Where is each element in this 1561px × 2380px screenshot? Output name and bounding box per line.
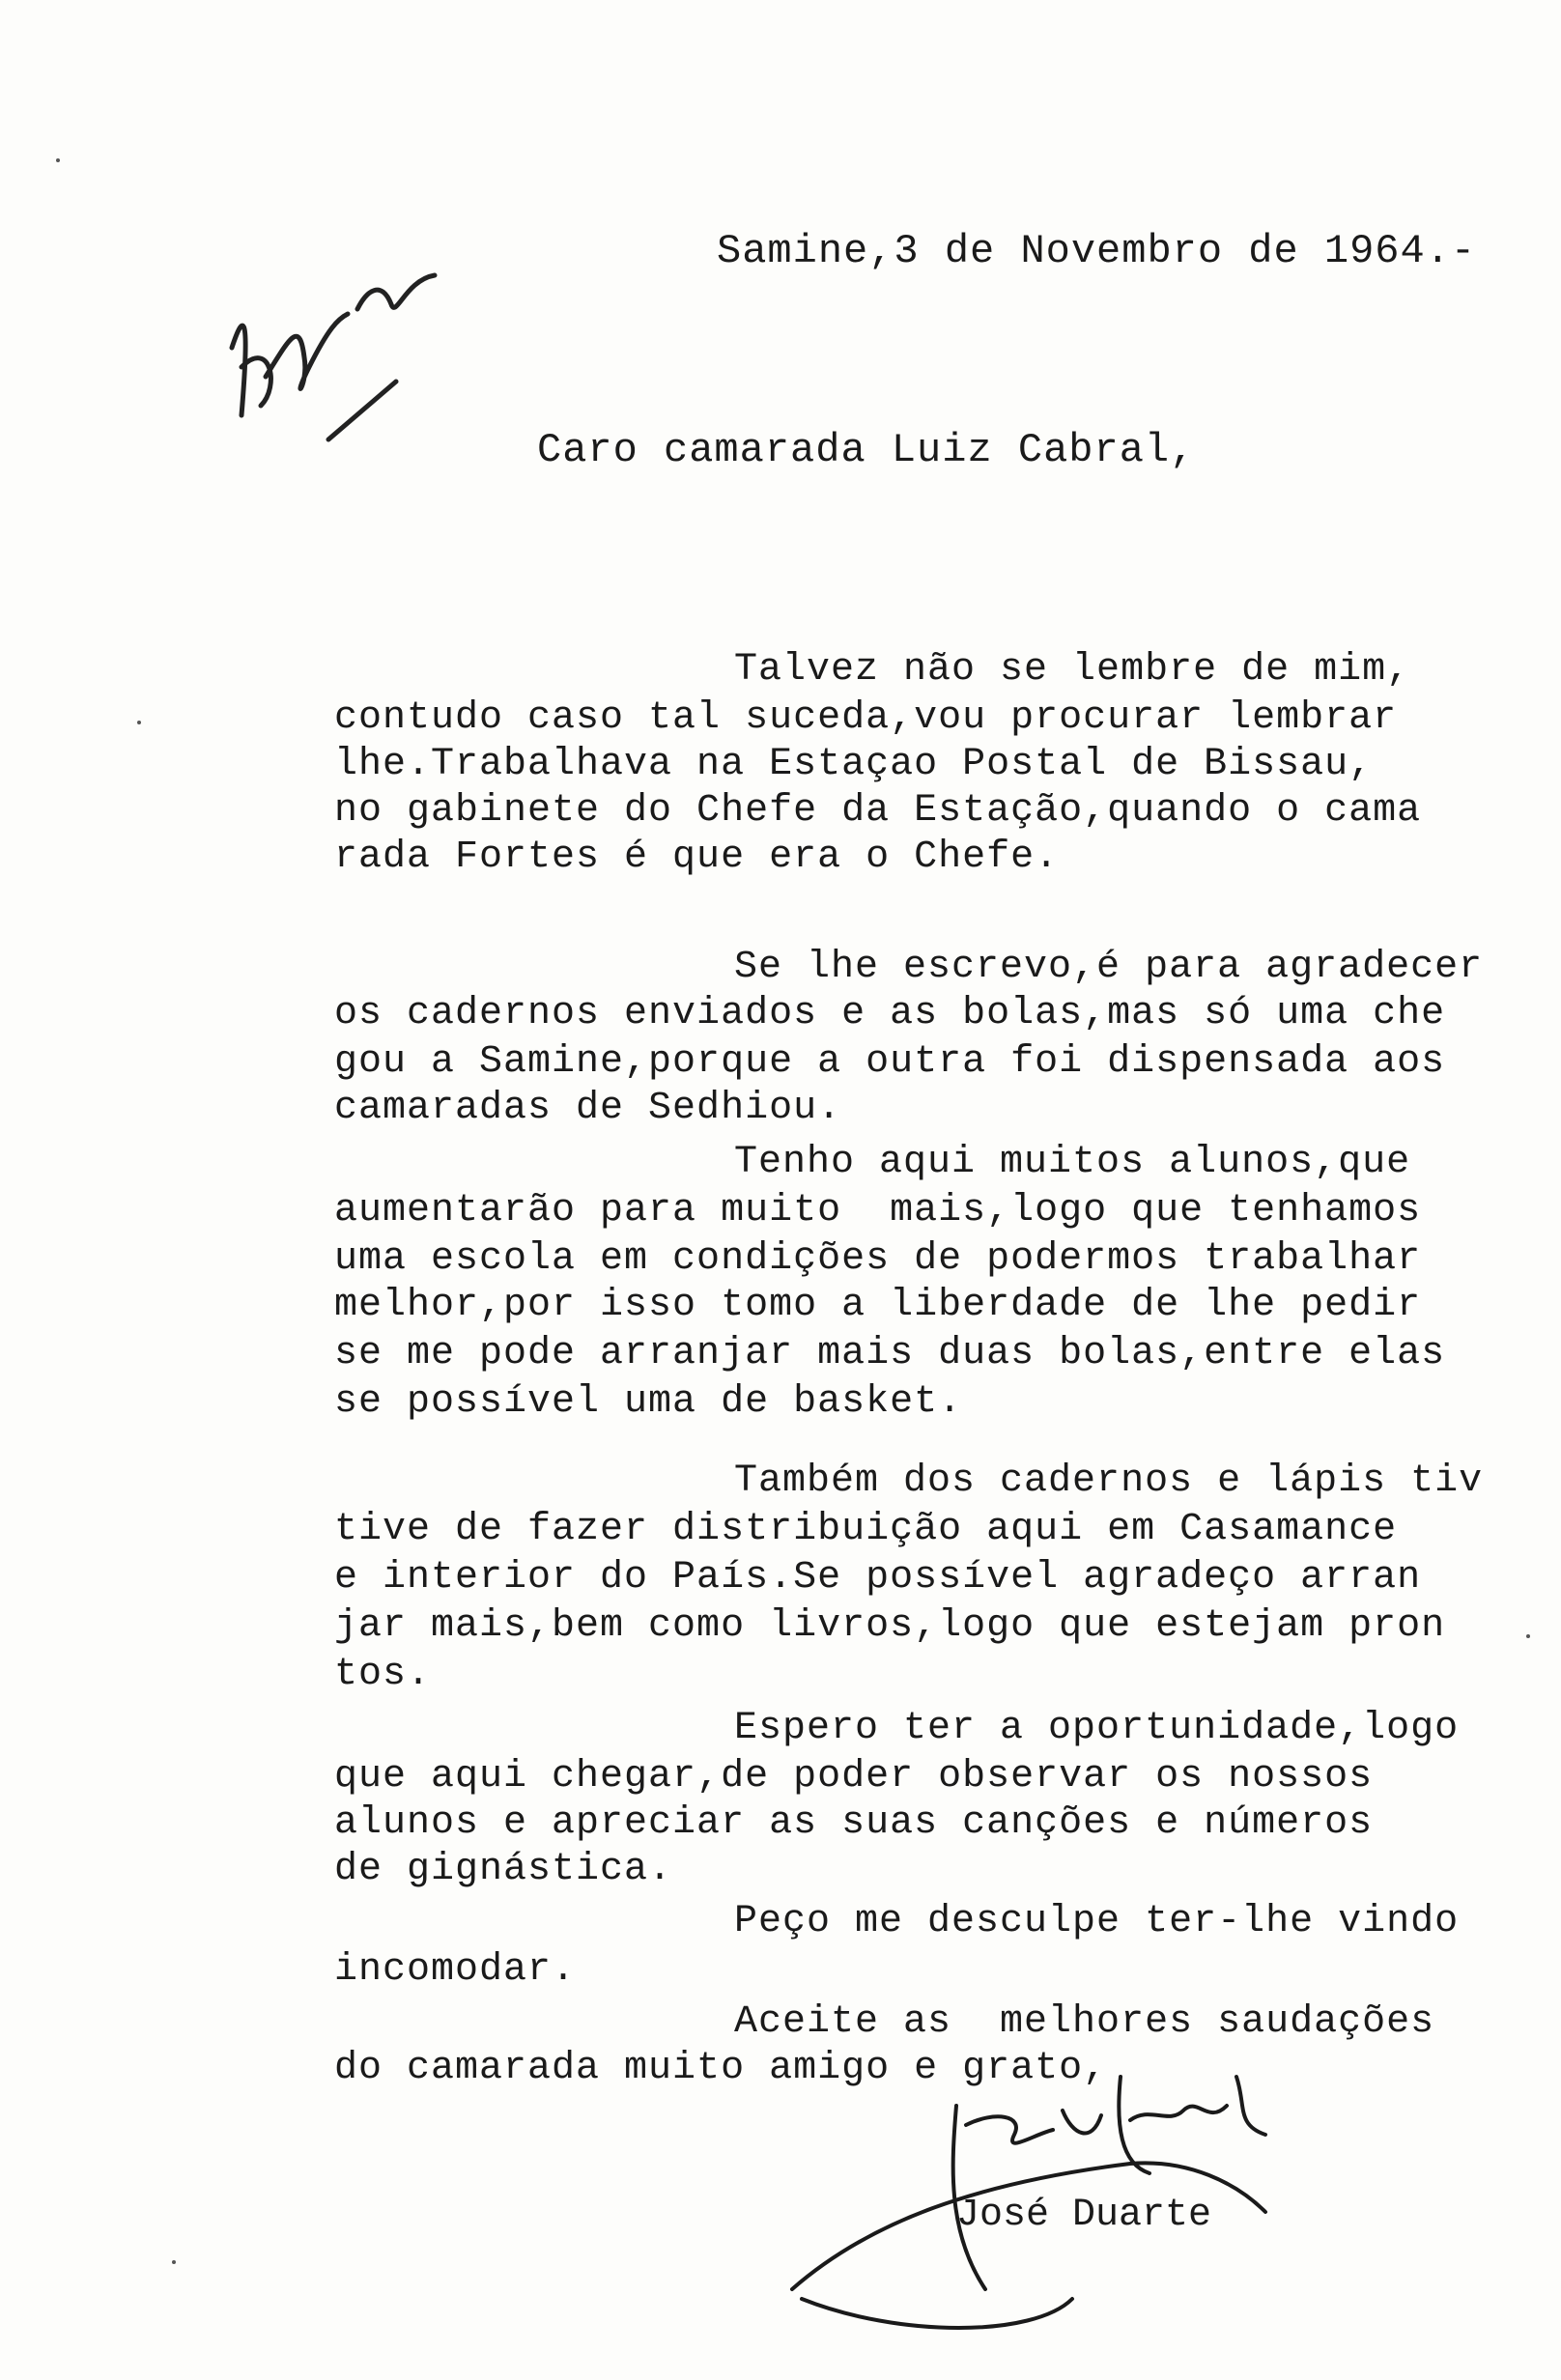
handwritten-signature	[782, 2019, 1381, 2347]
body-line: lhe.Trabalhava na Estaçao Postal de Bissau,	[334, 743, 1374, 786]
body-line: Talvez não se lembre de mim,	[734, 648, 1411, 692]
body-line: Tenho aqui muitos alunos,que	[734, 1141, 1411, 1184]
body-line: contudo caso tal suceda,vou procurar lembrar	[334, 696, 1398, 740]
body-line: no gabinete do Chefe da Estação,quando o cama	[334, 789, 1422, 833]
body-line: os cadernos enviados e as bolas,mas só uma che	[334, 992, 1446, 1035]
signature-block	[782, 2019, 1381, 2347]
body-line: alunos e apreciar as suas canções e números	[334, 1801, 1374, 1845]
body-line: tos.	[334, 1653, 432, 1696]
closing-line: Aceite as melhores saudações	[734, 2000, 1435, 2044]
letter-salutation: Caro camarada Luiz Cabral,	[537, 427, 1196, 473]
handwritten-annotation	[213, 222, 502, 454]
body-line: se possível uma de basket.	[334, 1380, 963, 1424]
body-line: rada Fortes é que era o Chefe.	[334, 836, 1060, 879]
scan-speck	[137, 721, 141, 724]
signature-name: José Duarte	[956, 2194, 1212, 2237]
body-line: uma escola em condições de podermos trabalhar	[334, 1237, 1422, 1281]
body-line: melhor,por isso tomo a liberdade de lhe pedir	[334, 1284, 1422, 1327]
scan-speck	[56, 158, 60, 162]
body-line: e interior do País.Se possível agradeço arran	[334, 1556, 1422, 1600]
body-line: tive de fazer distribuição aqui em Casamance	[334, 1508, 1398, 1551]
body-line: incomodar.	[334, 1948, 577, 1992]
body-line: Também dos cadernos e lápis tiv	[734, 1459, 1484, 1503]
scan-speck	[172, 2260, 176, 2264]
body-line: gou a Samine,porque a outra foi dispensada aos	[334, 1040, 1446, 1084]
body-line: Espero ter a oportunidade,logo	[734, 1707, 1460, 1750]
body-line: aumentarão para muito mais,logo que tenhamos	[334, 1189, 1422, 1232]
scan-speck	[1526, 1634, 1530, 1638]
closing-line: do camarada muito amigo e grato,	[334, 2047, 1108, 2090]
body-line: de gignástica.	[334, 1848, 673, 1891]
body-line: jar mais,bem como livros,logo que estejam pron	[334, 1604, 1446, 1648]
body-line: Peço me desculpe ter-lhe vindo	[734, 1900, 1460, 1943]
body-line: que aqui chegar,de poder observar os nossos	[334, 1755, 1374, 1799]
body-line: Se lhe escrevo,é para agradecer	[734, 946, 1484, 989]
body-line: se me pode arranjar mais duas bolas,entre elas	[334, 1332, 1446, 1375]
letter-date: Samine,3 de Novembro de 1964.-	[717, 228, 1477, 274]
body-line: camaradas de Sedhiou.	[334, 1087, 842, 1130]
